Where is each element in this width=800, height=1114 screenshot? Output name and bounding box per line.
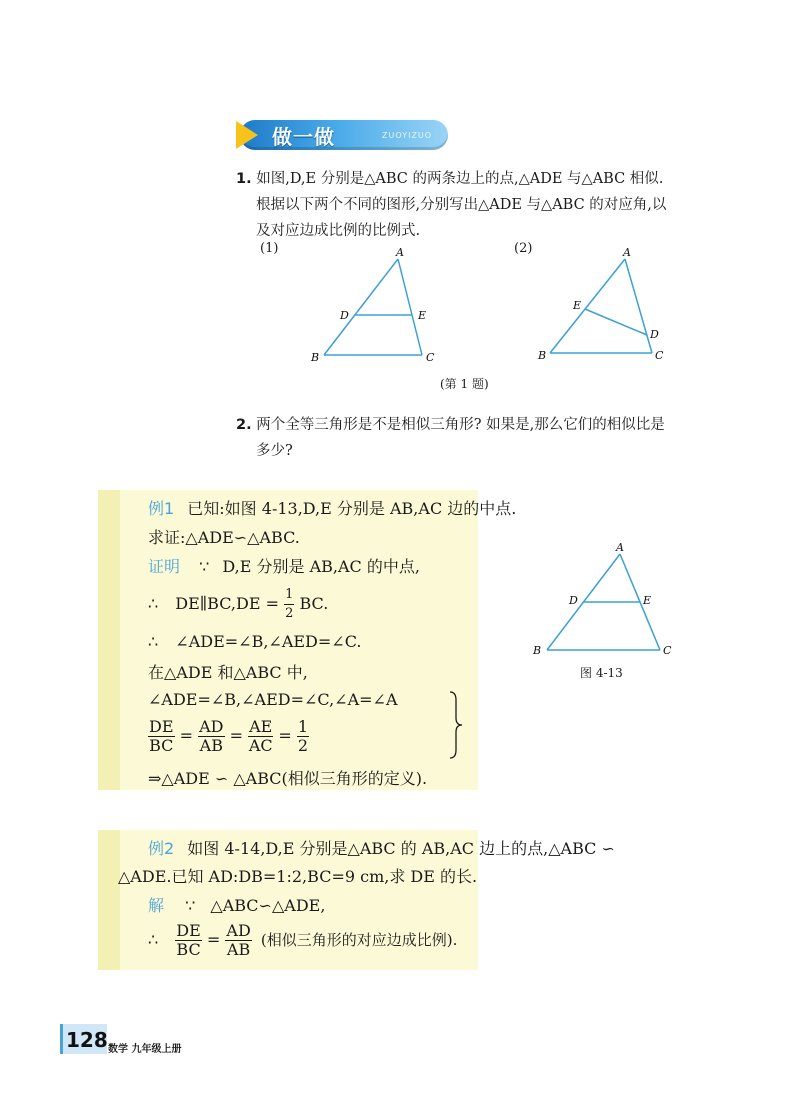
exercise-2-line2: 多少?	[256, 443, 293, 459]
example-2-line2: △ADE.已知 AD:DB=1:2,BC=9 cm,求 DE 的长.	[118, 867, 478, 886]
proof-2a: DE∥BC,DE =	[175, 594, 279, 613]
equals-sign: =	[179, 726, 194, 745]
exercise-1	[236, 166, 706, 244]
half-fraction	[284, 586, 294, 623]
play-arrow-icon	[236, 121, 258, 149]
point-e-label: E	[418, 309, 427, 322]
example-1-accent	[98, 490, 120, 790]
denominator: BC	[149, 736, 174, 755]
exercise-2-line1: 两个全等三角形是不是相似三角形? 如果是,那么它们的相似比是	[256, 417, 665, 433]
fraction-one-half	[297, 718, 309, 755]
point-b-label: B	[538, 349, 547, 362]
denominator: BC	[176, 940, 201, 959]
conclusion: ⇒△ADE ∽ △ABC(相似三角形的定义).	[148, 769, 428, 788]
proof-label: 证明	[148, 557, 181, 576]
equals-sign: =	[229, 726, 243, 745]
example-2-statement	[148, 836, 708, 859]
denominator: AC	[248, 736, 273, 755]
triangle-figure-2	[530, 245, 680, 370]
proof-line-2	[148, 586, 328, 623]
point-a-label: A	[623, 246, 631, 259]
page-number: 128	[66, 1028, 108, 1052]
banner-title: 做一做	[272, 125, 335, 149]
point-e-label: E	[643, 594, 652, 607]
therefore-symbol: ∴	[148, 632, 159, 651]
exercise-1-line1: 如图,D,E 分别是△ABC 的两条边上的点,△ADE 与△ABC 相似.	[256, 171, 664, 187]
point-b-label: B	[311, 351, 320, 364]
ratio-equation	[148, 718, 309, 755]
point-d-label: D	[569, 594, 578, 607]
solution-2: (相似三角形的对应边成比例).	[260, 931, 458, 949]
proof-5: ∠ADE=∠B,∠AED=∠C,∠A=∠A	[148, 690, 398, 709]
because-symbol: ∵	[199, 557, 210, 576]
point-b-label: B	[533, 644, 542, 657]
figure-caption: (第 1 题)	[440, 377, 489, 391]
numerator: AD	[226, 921, 251, 940]
proof-2b: BC.	[299, 594, 329, 613]
example-1-line2: 求证:△ADE∽△ABC.	[148, 528, 300, 547]
exercise-1-line2: 根据以下两个不同的图形,分别写出△ADE 与△ABC 的对应角,以	[256, 197, 667, 213]
equals-sign: =	[206, 930, 221, 949]
numerator: DE	[176, 921, 201, 940]
point-a-label: A	[616, 541, 624, 554]
example-2-accent	[98, 830, 120, 970]
example-1-label: 例1	[148, 499, 175, 518]
because-symbol: ∵	[185, 896, 196, 915]
denominator: AB	[226, 940, 251, 959]
fraction-ad-ab	[198, 718, 224, 755]
solution-line-1	[148, 893, 325, 916]
proof-line-1	[148, 554, 420, 577]
figure-1-label: (1)	[260, 241, 279, 256]
solution-1: △ABC∽△ADE,	[210, 896, 326, 915]
therefore-symbol: ∴	[148, 594, 159, 613]
point-d-label: D	[650, 328, 659, 341]
example-1-statement	[148, 496, 516, 519]
fraction-ad-ab	[225, 922, 251, 959]
denominator: AB	[199, 736, 223, 755]
proof-line-3	[148, 632, 361, 651]
proof-4: 在△ADE 和△ABC 中,	[148, 663, 308, 682]
equals-sign: =	[278, 726, 292, 745]
banner-subtitle: ZUOYIZUO	[382, 131, 433, 140]
triangle-figure-1	[300, 245, 450, 370]
half-numerator: 1	[284, 586, 294, 605]
book-title: 数学 九年级上册	[108, 1044, 182, 1055]
solution-label: 解	[148, 896, 165, 915]
point-c-label: C	[663, 644, 672, 657]
denominator: 2	[297, 736, 309, 755]
exercise-2	[236, 412, 706, 464]
right-brace-icon	[448, 690, 464, 760]
fraction-ae-ac	[248, 718, 273, 755]
triangle-figure-4-13	[525, 540, 685, 660]
numerator: 1	[297, 717, 309, 736]
numerator: AD	[199, 717, 224, 736]
example-1-line1: 已知:如图 4-13,D,E 分别是 AB,AC 边的中点.	[187, 499, 517, 518]
point-d-label: D	[340, 309, 349, 322]
point-a-label: A	[396, 246, 404, 259]
figure-2-label: (2)	[514, 241, 533, 256]
example-2-line1: 如图 4-14,D,E 分别是△ABC 的 AB,AC 边上的点,△ABC ∽	[187, 839, 615, 858]
proof-1: D,E 分别是 AB,AC 的中点,	[222, 557, 420, 576]
figure-4-13-caption: 图 4-13	[580, 666, 623, 680]
exercise-1-number: 1.	[236, 171, 252, 187]
point-c-label: C	[655, 349, 664, 362]
fraction-de-bc	[148, 718, 175, 755]
proof-3: ∠ADE=∠B,∠AED=∠C.	[175, 632, 362, 651]
numerator: AE	[249, 717, 273, 736]
point-e-label: E	[573, 299, 582, 312]
point-c-label: C	[426, 351, 435, 364]
solution-line-2	[148, 922, 457, 959]
example-2-label: 例2	[148, 839, 175, 858]
fraction-de-bc	[175, 922, 202, 959]
exercise-1-line3: 及对应边成比例的比例式.	[256, 223, 421, 239]
half-denominator: 2	[285, 606, 294, 621]
therefore-symbol: ∴	[148, 930, 159, 949]
numerator: DE	[149, 717, 174, 736]
exercise-2-number: 2.	[236, 417, 252, 433]
